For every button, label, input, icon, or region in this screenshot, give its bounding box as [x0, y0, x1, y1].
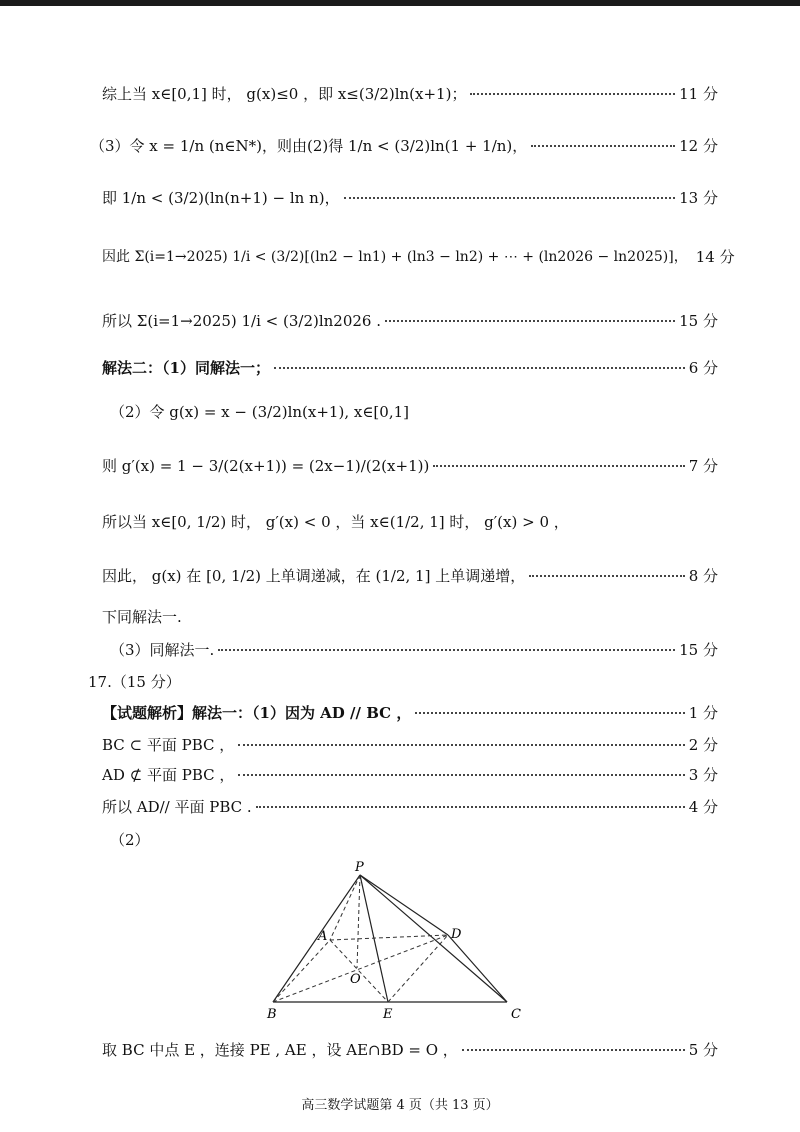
dot-leader — [385, 319, 675, 322]
line-text: （3）令 x = 1/n (n∈N*)，则由(2)得 1/n < (3/2)ln(1 + 1/n)， — [90, 136, 528, 155]
line-score: 5 分 — [688, 1040, 718, 1059]
line-score: 2 分 — [688, 735, 718, 754]
line-text: BC ⊂ 平面 PBC ， — [102, 735, 235, 754]
line-score: 14 分 — [695, 247, 735, 266]
line-score: 15 分 — [679, 311, 718, 330]
dot-leader — [529, 574, 684, 577]
edge-ED — [388, 935, 448, 1002]
dot-leader — [238, 773, 684, 776]
line-score: 11 分 — [679, 84, 718, 103]
line-text: 则 g′(x) = 1 − 3/(2(x+1)) = (2x−1)/(2(x+1)) — [102, 456, 430, 475]
line-text: 【试题解析】解法一：（1）因为 AD // BC ， — [102, 703, 412, 722]
page-footer: 高三数学试题第 4 页（共 13 页） — [301, 1098, 499, 1113]
answer-line — [110, 396, 718, 426]
edge-PC — [360, 875, 507, 1002]
answer-line — [102, 560, 718, 590]
dot-leader — [238, 743, 684, 746]
answer-line — [90, 130, 718, 160]
line-text: 综上当 x∈[0,1] 时， g(x)≤0 ，即 x≤(3/2)ln(x+1)； — [102, 84, 467, 103]
line-score: 13 分 — [679, 188, 718, 207]
dot-leader — [256, 805, 685, 808]
dot-leader — [415, 711, 684, 714]
answer-line — [102, 305, 718, 335]
line-text: 下同解法一. — [102, 607, 182, 626]
edge-BA — [273, 940, 330, 1002]
line-text: 所以 Σ(i=1→2025) 1/i < (3/2)ln2026 . — [102, 311, 382, 330]
edge-DC — [448, 935, 507, 1002]
line-text: （2） — [110, 830, 150, 849]
line-text: 取 BC 中点 E ，连接 PE , AE ，设 AE∩BD = O ， — [102, 1040, 458, 1059]
edge-AD — [330, 935, 448, 940]
edge-PA — [330, 875, 360, 940]
label-O: O — [350, 972, 361, 987]
label-B: B — [267, 1007, 277, 1022]
answer-line — [102, 182, 718, 212]
label-C: C — [511, 1007, 521, 1022]
dot-leader — [470, 92, 675, 95]
line-score: 3 分 — [688, 765, 718, 784]
label-P: P — [355, 860, 364, 875]
answer-line — [102, 78, 718, 108]
line-score: 1 分 — [688, 703, 718, 722]
dot-leader — [274, 366, 685, 369]
question-number — [88, 666, 718, 696]
answer-line — [102, 506, 718, 536]
line-text: 所以当 x∈[0, 1/2) 时， g′(x) < 0 ，当 x∈(1/2, 1] 时， g′(x) > 0 ， — [102, 512, 569, 531]
pyramid-figure — [255, 860, 535, 1025]
edge-BD — [273, 935, 448, 1002]
dot-leader — [433, 464, 684, 467]
dot-leader — [531, 144, 675, 147]
line-score: 4 分 — [688, 797, 718, 816]
line-score: 12 分 — [679, 136, 718, 155]
top-border — [0, 0, 800, 6]
answer-line — [102, 697, 718, 727]
line-text: 解法二：（1）同解法一； — [102, 358, 270, 377]
edge-PD — [360, 875, 448, 935]
dot-leader — [462, 1048, 685, 1051]
answer-line — [110, 824, 718, 854]
line-text: 因此， g(x) 在 [0, 1/2) 上单调递减，在 (1/2, 1] 上单调递增， — [102, 566, 526, 585]
answer-line — [102, 729, 718, 759]
edge-PB — [273, 875, 360, 1002]
answer-line — [102, 759, 718, 789]
label-A: A — [318, 929, 328, 944]
edge-PO — [357, 875, 360, 968]
line-text: AD ⊄ 平面 PBC ， — [102, 765, 235, 784]
edge-AE — [330, 940, 388, 1002]
answer-line — [102, 791, 718, 821]
answer-line — [102, 450, 718, 480]
pyramid-diagram — [255, 860, 535, 1025]
dot-leader — [344, 196, 676, 199]
label-D: D — [451, 927, 462, 942]
line-score: 8 分 — [688, 566, 718, 585]
line-score: 7 分 — [688, 456, 718, 475]
line-score: 15 分 — [679, 640, 718, 659]
line-text: （3）同解法一. — [110, 640, 215, 659]
line-text: 即 1/n < (3/2)(ln(n+1) − ln n)， — [102, 188, 340, 207]
answer-line — [102, 352, 718, 382]
line-score: 6 分 — [688, 358, 718, 377]
answer-line — [102, 241, 735, 271]
answer-line — [110, 634, 718, 664]
answer-line — [102, 1034, 718, 1064]
label-E: E — [383, 1007, 393, 1022]
line-text: 所以 AD// 平面 PBC . — [102, 797, 252, 816]
line-text: 因此 Σ(i=1→2025) 1/i < (3/2)[(ln2 − ln1) + (ln3 − ln2) + ⋯ + (ln2026 − ln2025)]， — [102, 249, 688, 265]
answer-line — [102, 601, 718, 631]
line-text: （2）令 g(x) = x − (3/2)ln(x+1), x∈[0,1] — [110, 402, 409, 421]
dot-leader — [218, 648, 675, 651]
line-text: 17.（15 分） — [88, 672, 181, 691]
